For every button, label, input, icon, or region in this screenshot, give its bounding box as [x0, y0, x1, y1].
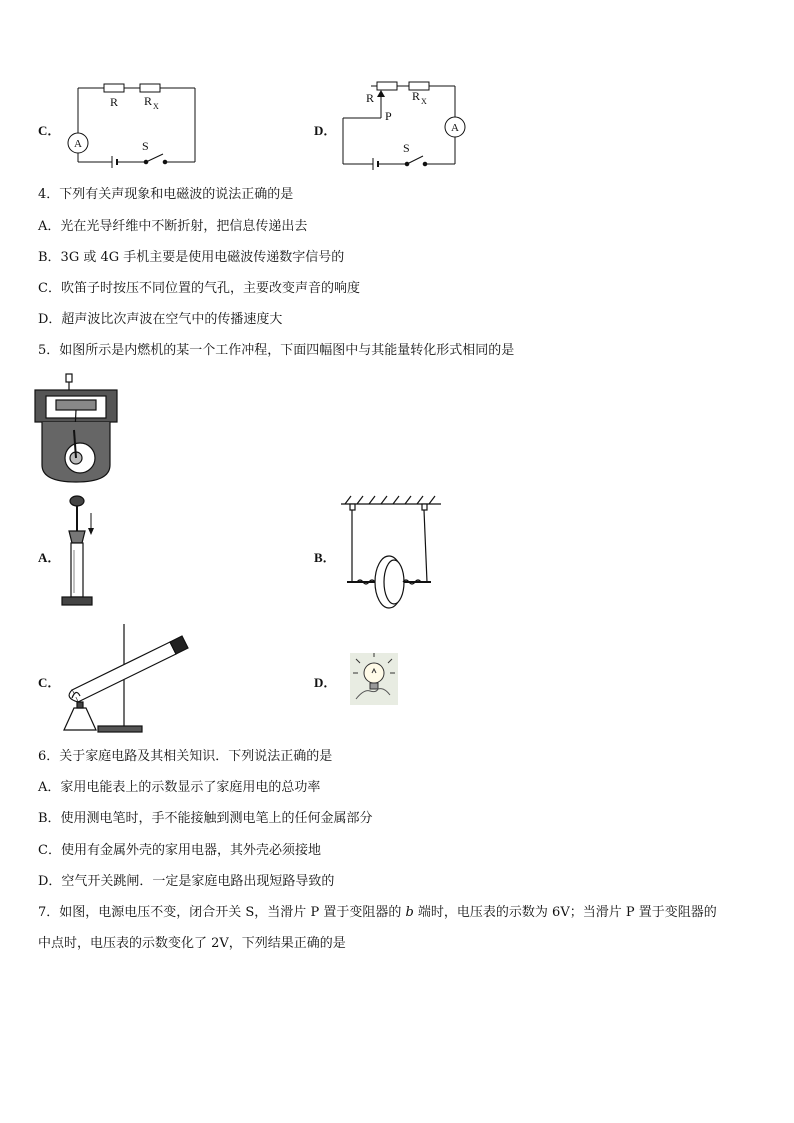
q3-option-c-circuit-diagram: [60, 80, 200, 170]
slider-p-label: P: [385, 109, 392, 123]
q7-stem-line1: [38, 905, 717, 921]
q5-option-c-label: C．: [38, 675, 61, 690]
q4-option-b: B．3G 或 4G 手机主要是使用电磁波传递数字信号的: [38, 250, 345, 265]
engine-stroke-figure: [30, 370, 130, 490]
q4-option-d: D．超声波比次声波在空气中的传播速度大: [38, 312, 283, 327]
resistor-r-label: R: [110, 95, 119, 109]
q3-option-c-label: C．: [38, 123, 61, 138]
resistor-r: [104, 84, 124, 92]
q5-option-a-label: A．: [38, 550, 61, 565]
q6-option-d: D．空气开关跳闸．一定是家庭电路出现短路导致的: [38, 874, 335, 889]
q7-line1-part-a: 7．如图，电源电压不变，闭合开关 S，当滑片 P 置于变阻器的: [38, 905, 406, 920]
q6-option-c: C．使用有金属外壳的家用电器，其外壳必须接地: [38, 843, 321, 858]
q5-option-b-label: B．: [314, 550, 336, 565]
q4-option-a: A．光在光导纤维中不断折射，把信息传递出去: [38, 219, 308, 234]
q7-stem-line2: 中点时，电压表的示数变化了 2V，下列结果正确的是: [38, 936, 346, 951]
q5-option-d-label: D．: [314, 675, 337, 690]
resistor-rx: [140, 84, 160, 92]
q7-line1-part-c: 端时，电压表的示数为 6V；当滑片 P 置于变阻器的: [413, 905, 717, 920]
q4-stem: 4．下列有关声现象和电磁波的说法正确的是: [38, 187, 294, 202]
switch-label: S: [403, 141, 410, 155]
ammeter-label: A: [74, 138, 82, 150]
q6-stem: 6．关于家庭电路及其相关知识．下列说法正确的是: [38, 749, 333, 764]
resistor-rx-label: R: [412, 89, 421, 103]
slider-arrow-icon: [377, 90, 385, 97]
switch-lever: [407, 156, 423, 164]
rheostat-r: [377, 82, 397, 90]
fire-syringe-figure: [60, 495, 110, 610]
light-bulb-figure: [350, 653, 400, 708]
q3-option-d-circuit-diagram: [335, 80, 475, 170]
q7-line1-italic-b: b: [405, 905, 414, 920]
rheostat-r-label: R: [366, 91, 375, 105]
switch-lever: [146, 154, 163, 162]
down-arrow-icon: [88, 528, 94, 535]
switch-label: S: [142, 139, 149, 153]
q4-option-c: C．吹笛子时按压不同位置的气孔，主要改变声音的响度: [38, 281, 360, 296]
q3-option-d-label: D．: [314, 123, 337, 138]
ammeter-label: A: [451, 122, 459, 134]
q6-option-b: B．使用测电笔时，手不能接触到测电笔上的任何金属部分: [38, 811, 373, 826]
resistor-rx-subscript: X: [153, 102, 159, 111]
heated-test-tube-figure: [58, 622, 188, 737]
resistor-rx-label: R: [144, 94, 153, 108]
resistor-rx-subscript: X: [421, 97, 427, 106]
q5-stem: 5．如图所示是内燃机的某一个工作冲程，下面四幅图中与其能量转化形式相同的是: [38, 343, 515, 358]
maxwell-wheel-figure: [337, 492, 447, 612]
q6-option-a: A．家用电能表上的示数显示了家庭用电的总功率: [38, 780, 321, 795]
